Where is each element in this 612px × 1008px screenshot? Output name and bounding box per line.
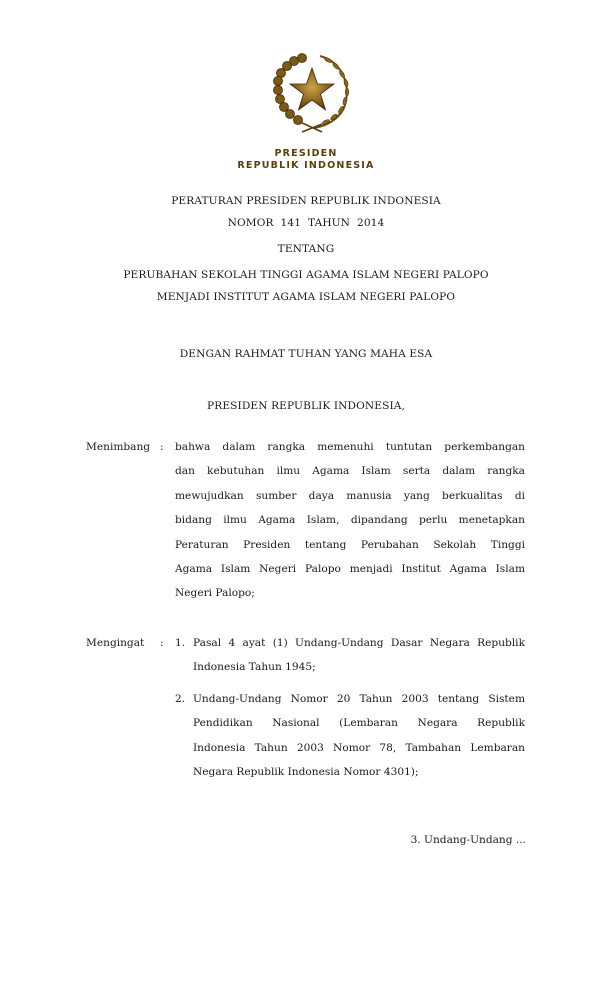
mengingat-item-number: 1.: [175, 637, 186, 649]
regulation-tentang: TENTANG: [277, 243, 335, 255]
menimbang-paragraph: [175, 435, 525, 606]
emblem-caption-republik-indonesia: REPUBLIK INDONESIA: [237, 160, 375, 171]
page-continuation-marker: 3. Undang-Undang ...: [410, 834, 526, 846]
mengingat-item-1: [193, 631, 525, 680]
menimbang-line: mewujudkan sumber daya manusia yang berkualitas di: [175, 489, 525, 502]
menimbang-line: dan kebutuhan ilmu Agama Islam serta dalam rangka: [175, 465, 525, 478]
mengingat-item-line: Indonesia Tahun 2003 Nomor 78, Tambahan Lembaran: [193, 741, 525, 754]
mengingat-item-line: Pasal 4 ayat (1) Undang-Undang Dasar Negara Republik: [193, 637, 525, 649]
issuer-line: PRESIDEN REPUBLIK INDONESIA,: [207, 400, 405, 412]
garuda-star-wreath-emblem-icon: [270, 50, 354, 134]
regulation-subject-line1: PERUBAHAN SEKOLAH TINGGI AGAMA ISLAM NEGERI PALOPO: [123, 269, 489, 281]
menimbang-line: Negeri Palopo;: [175, 587, 255, 600]
emblem-caption-presiden: PRESIDEN: [274, 148, 338, 159]
menimbang-line: Peraturan Presiden tentang Perubahan Sekolah Tinggi: [175, 538, 525, 551]
mengingat-item-line: Undang-Undang Nomor 20 Tahun 2003 tentang Sistem: [193, 693, 525, 705]
mengingat-item-2: [193, 687, 525, 785]
blessing-line: DENGAN RAHMAT TUHAN YANG MAHA ESA: [179, 348, 433, 360]
mengingat-label: Mengingat: [86, 637, 145, 649]
mengingat-item-line: Pendidikan Nasional (Lembaran Negara Republik: [193, 717, 525, 730]
menimbang-line: Agama Islam Negeri Palopo menjadi Institut Agama Islam: [175, 563, 525, 576]
regulation-subject-line2: MENJADI INSTITUT AGAMA ISLAM NEGERI PALOPO: [156, 291, 456, 303]
menimbang-line: bahwa dalam rangka memenuhi tuntutan perkembangan: [175, 441, 525, 453]
mengingat-item-line: Negara Republik Indonesia Nomor 4301);: [193, 766, 419, 779]
regulation-number: NOMOR 141 TAHUN 2014: [227, 217, 385, 229]
regulation-title: PERATURAN PRESIDEN REPUBLIK INDONESIA: [171, 195, 441, 207]
menimbang-colon: :: [160, 441, 164, 453]
mengingat-item-line: Indonesia Tahun 1945;: [193, 661, 316, 674]
mengingat-item-number: 2.: [175, 693, 186, 705]
mengingat-colon: :: [160, 637, 164, 649]
menimbang-label: Menimbang: [86, 441, 151, 453]
menimbang-line: bidang ilmu Agama Islam, dipandang perlu menetapkan: [175, 514, 525, 527]
